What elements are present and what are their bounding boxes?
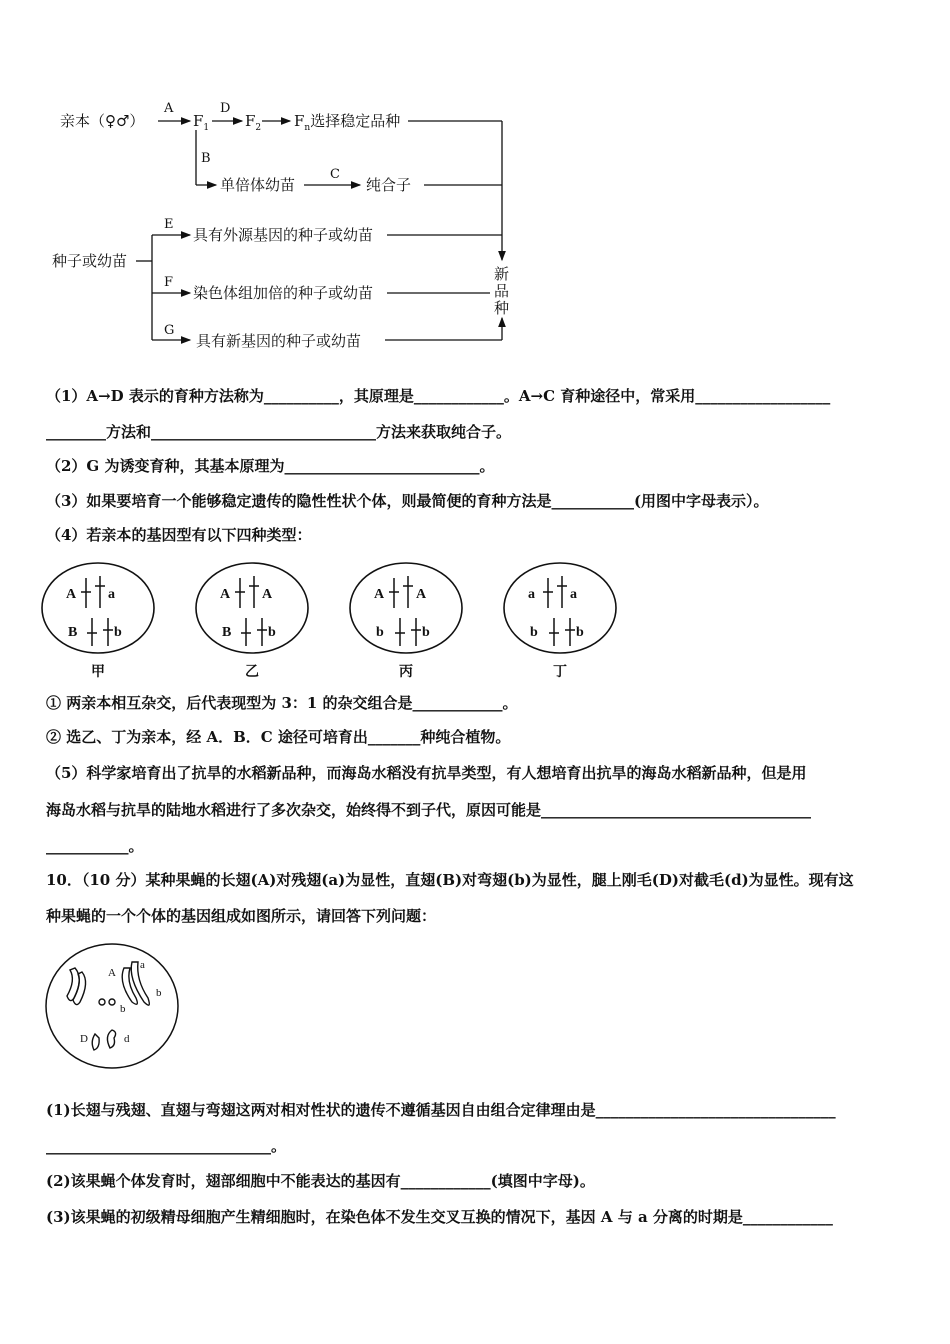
cell-membrane [350,563,462,653]
breeding-flow-diagram [40,90,520,360]
part-1-line-1: (1)长翅与残翅、直翅与弯翅这两对相对性状的遗传不遵循基因自由组合定律理由是________________________________ [46,1101,836,1119]
gene-bottom-left: b [530,625,538,640]
question-4-item-2: ② 选乙、丁为亲本，经 A．B．C 途径可培育出_______种纯合植物。 [46,728,511,746]
gene-top-right: a [570,587,577,602]
cell-name: 丁 [553,665,567,680]
gene-bottom-left: B [222,625,232,640]
g-branch-label: 具有新基因的种子或幼苗 [196,332,362,350]
gene-bottom-left: b [376,625,384,640]
question-1-line-2: ________方法和______________________________方法来获取纯合子。 [46,423,512,441]
f1-label: $F_1$ [193,112,210,133]
question-10-line-2: 种果蝇的一个个体的基因组成如图所示，请回答下列问题： [46,907,437,925]
question-5-line-1: （5）科学家培育出了抗旱的水稻新品种，而海岛水稻没有抗旱类型，有人想培育出抗旱的海岛水稻新品种，但是用 [46,764,807,782]
genotype-cell [504,563,616,680]
genotype-cell [350,563,462,680]
arrow-d-label: D [220,101,231,116]
arrow-e-label: E [164,217,174,232]
f-branch-label: 染色体组加倍的种子或幼苗 [193,284,374,302]
question-5-line-3: ___________。 [46,837,144,855]
gene-top-right: A [262,587,273,602]
cell-membrane [42,563,154,653]
fly-gene-d: d [124,1033,130,1045]
arrow-g-label: G [164,323,175,338]
part-2: (2)该果蝇个体发育时，翅部细胞中不能表达的基因有____________(填图中字母)。 [46,1172,595,1190]
fly-gene-A: A [108,967,116,979]
fly-gene-D: D [80,1033,88,1045]
genotype-cells [40,558,630,688]
gene-bottom-right: b [268,625,276,640]
gene-top-left: A [66,587,77,602]
fruit-fly-cell-diagram [40,938,190,1078]
gene-top-left: A [220,587,231,602]
cell-membrane [504,563,616,653]
new-variety-char-1: 新 [494,265,510,283]
genotype-cell [42,563,154,680]
e-branch-label: 具有外源基因的种子或幼苗 [193,226,374,244]
question-3: （3）如果要培育一个能够稳定遗传的隐性性状个体，则最简便的育种方法是___________(用图中字母表示）。 [46,492,769,510]
question-5-line-2: 海岛水稻与抗旱的陆地水稻进行了多次杂交，始终得不到子代，原因可能是____________________________________ [46,801,812,819]
new-variety-char-2: 品 [494,282,510,300]
fn-label: $F_n$选择稳定品种 [294,112,401,133]
fly-gene-a: a [140,959,145,971]
cell-name: 甲 [91,665,105,680]
gene-top-right: A [416,587,427,602]
arrow-c-label: C [330,167,340,182]
f2-label: $F_2$ [245,112,262,133]
haploid-label: 单倍体幼苗 [220,176,296,194]
arrow-a-label: A [164,101,174,116]
gene-top-right: a [108,587,115,602]
question-2: （2）G 为诱变育种，其基本原理为__________________________。 [46,457,495,475]
gene-bottom-left: B [68,625,78,640]
parent-label: 亲本（♀♂） [60,112,145,130]
question-10-line-1: 10．（10 分）某种果蝇的长翅(A)对残翅(a)为显性，直翅(B)对弯翅(b)为显性，腿上刚毛(D)对截毛(d)为显性。现有这 [46,871,854,889]
gene-bottom-right: b [576,625,584,640]
fly-gene-b-1: b [156,987,162,999]
part-3: (3)该果蝇的初级精母细胞产生精细胞时，在染色体不发生交叉互换的情况下，基因 A 与 a 分离的时期是____________ [46,1208,833,1226]
arrow-f-label: F [164,275,174,290]
new-variety-char-3: 种 [494,299,510,317]
seed-label: 种子或幼苗 [52,252,128,270]
question-4-item-1: ① 两亲本相互杂交，后代表现型为 3：1 的杂交组合是____________。 [46,694,518,712]
gene-top-left: A [374,587,385,602]
cell-name: 丙 [399,665,413,680]
fly-gene-b-2: b [120,1003,126,1015]
cell-name: 乙 [245,665,259,680]
question-4: （4）若亲本的基因型有以下四种类型： [46,526,312,544]
gene-top-left: a [528,587,535,602]
pure-label: 纯合子 [366,176,412,194]
gene-bottom-right: b [114,625,122,640]
part-1-line-2: ______________________________。 [46,1137,287,1155]
question-1-line-1: （1）A→D 表示的育种方法称为__________，其原理是____________。A→C 育种途径中，常采用__________________ [46,387,831,405]
genotype-cell [196,563,308,680]
cell-membrane [196,563,308,653]
gene-bottom-right: b [422,625,430,640]
arrow-b-label: B [201,151,211,166]
